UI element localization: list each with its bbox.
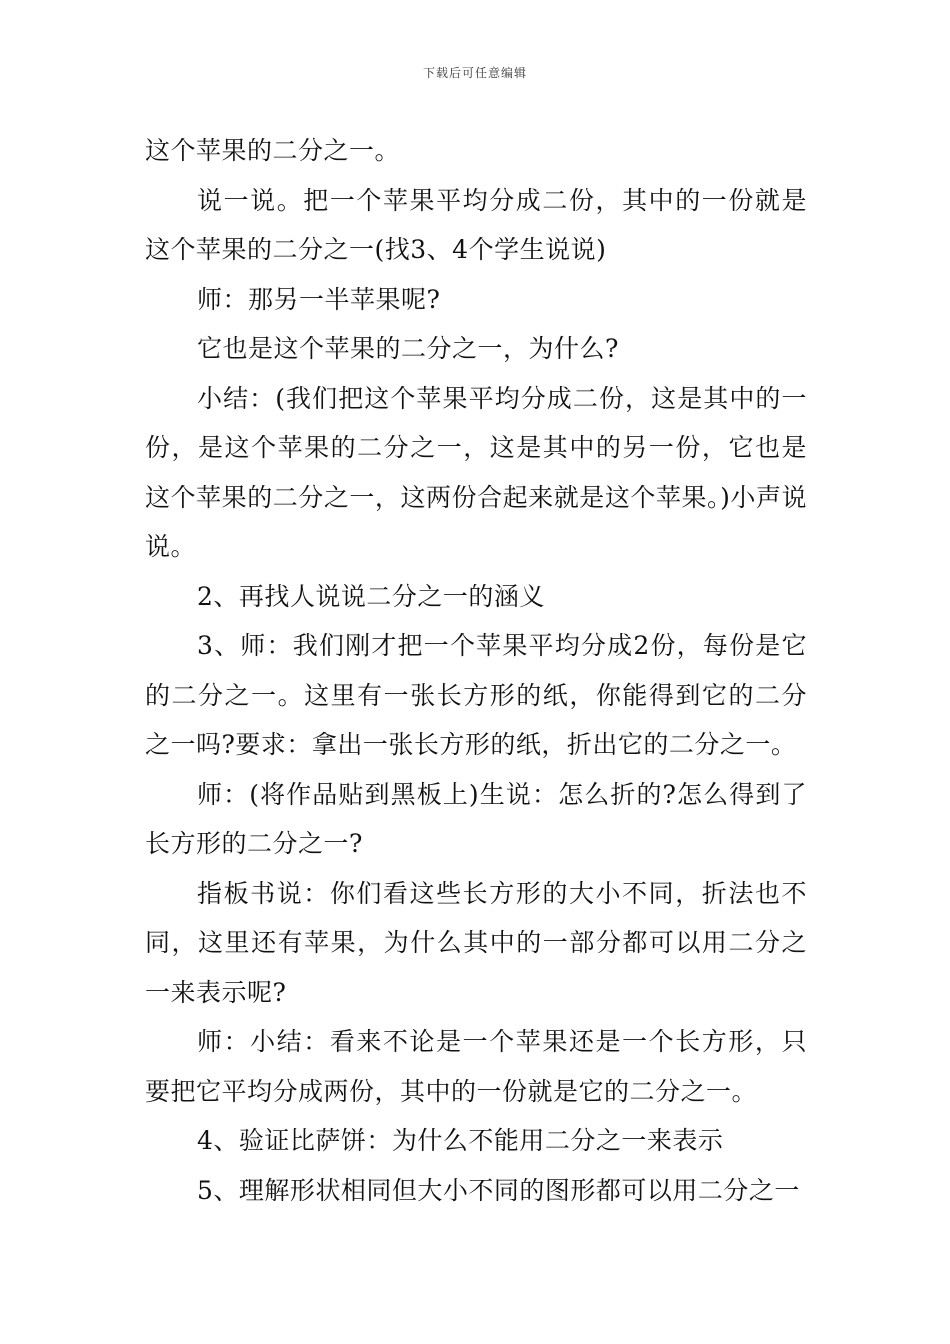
paragraph-5: 小结：(我们把这个苹果平均分成二份，这是其中的一份，是这个苹果的二分之一，这是其中的另一份，它也是这个苹果的二分之一，这两份合起来就是这个苹果。)小声说说。: [145, 383, 807, 561]
paragraph-10: 师：小结：看来不论是一个苹果还是一个长方形，只要把它平均分成两份，其中的一份就是它的二分之一。: [145, 1027, 807, 1106]
paragraph-12: 5、理解形状相同但大小不同的图形都可以用二分之一: [197, 1175, 800, 1205]
paragraph-9: 指板书说：你们看这些长方形的大小不同，折法也不同，这里还有苹果，为什么其中的一部分都可以用二分之一来表示呢?: [145, 878, 807, 1007]
paragraph-6: 2、再找人说说二分之一的涵义: [197, 581, 545, 611]
paragraph-8: 师：(将作品贴到黑板上)生说：怎么折的?怎么得到了长方形的二分之一?: [145, 779, 807, 858]
page-header-note: 下载后可任意编辑: [422, 66, 527, 80]
paragraph-7: 3、师：我们刚才把一个苹果平均分成2份，每份是它的二分之一。这里有一张长方形的纸，你能得到它的二分之一吗?要求：拿出一张长方形的纸，折出它的二分之一。: [145, 631, 807, 759]
paragraph-3: 师：那另一半苹果呢?: [197, 284, 441, 314]
paragraph-4: 它也是这个苹果的二分之一，为什么?: [197, 334, 619, 363]
paragraph-2: 说一说。把一个苹果平均分成二份，其中的一份就是这个苹果的二分之一(找3、4个学生说说): [145, 185, 807, 264]
document-body: [145, 126, 807, 1215]
paragraph-11: 4、验证比萨饼：为什么不能用二分之一来表示: [197, 1126, 724, 1155]
paragraph-1: 这个苹果的二分之一。: [145, 136, 401, 165]
